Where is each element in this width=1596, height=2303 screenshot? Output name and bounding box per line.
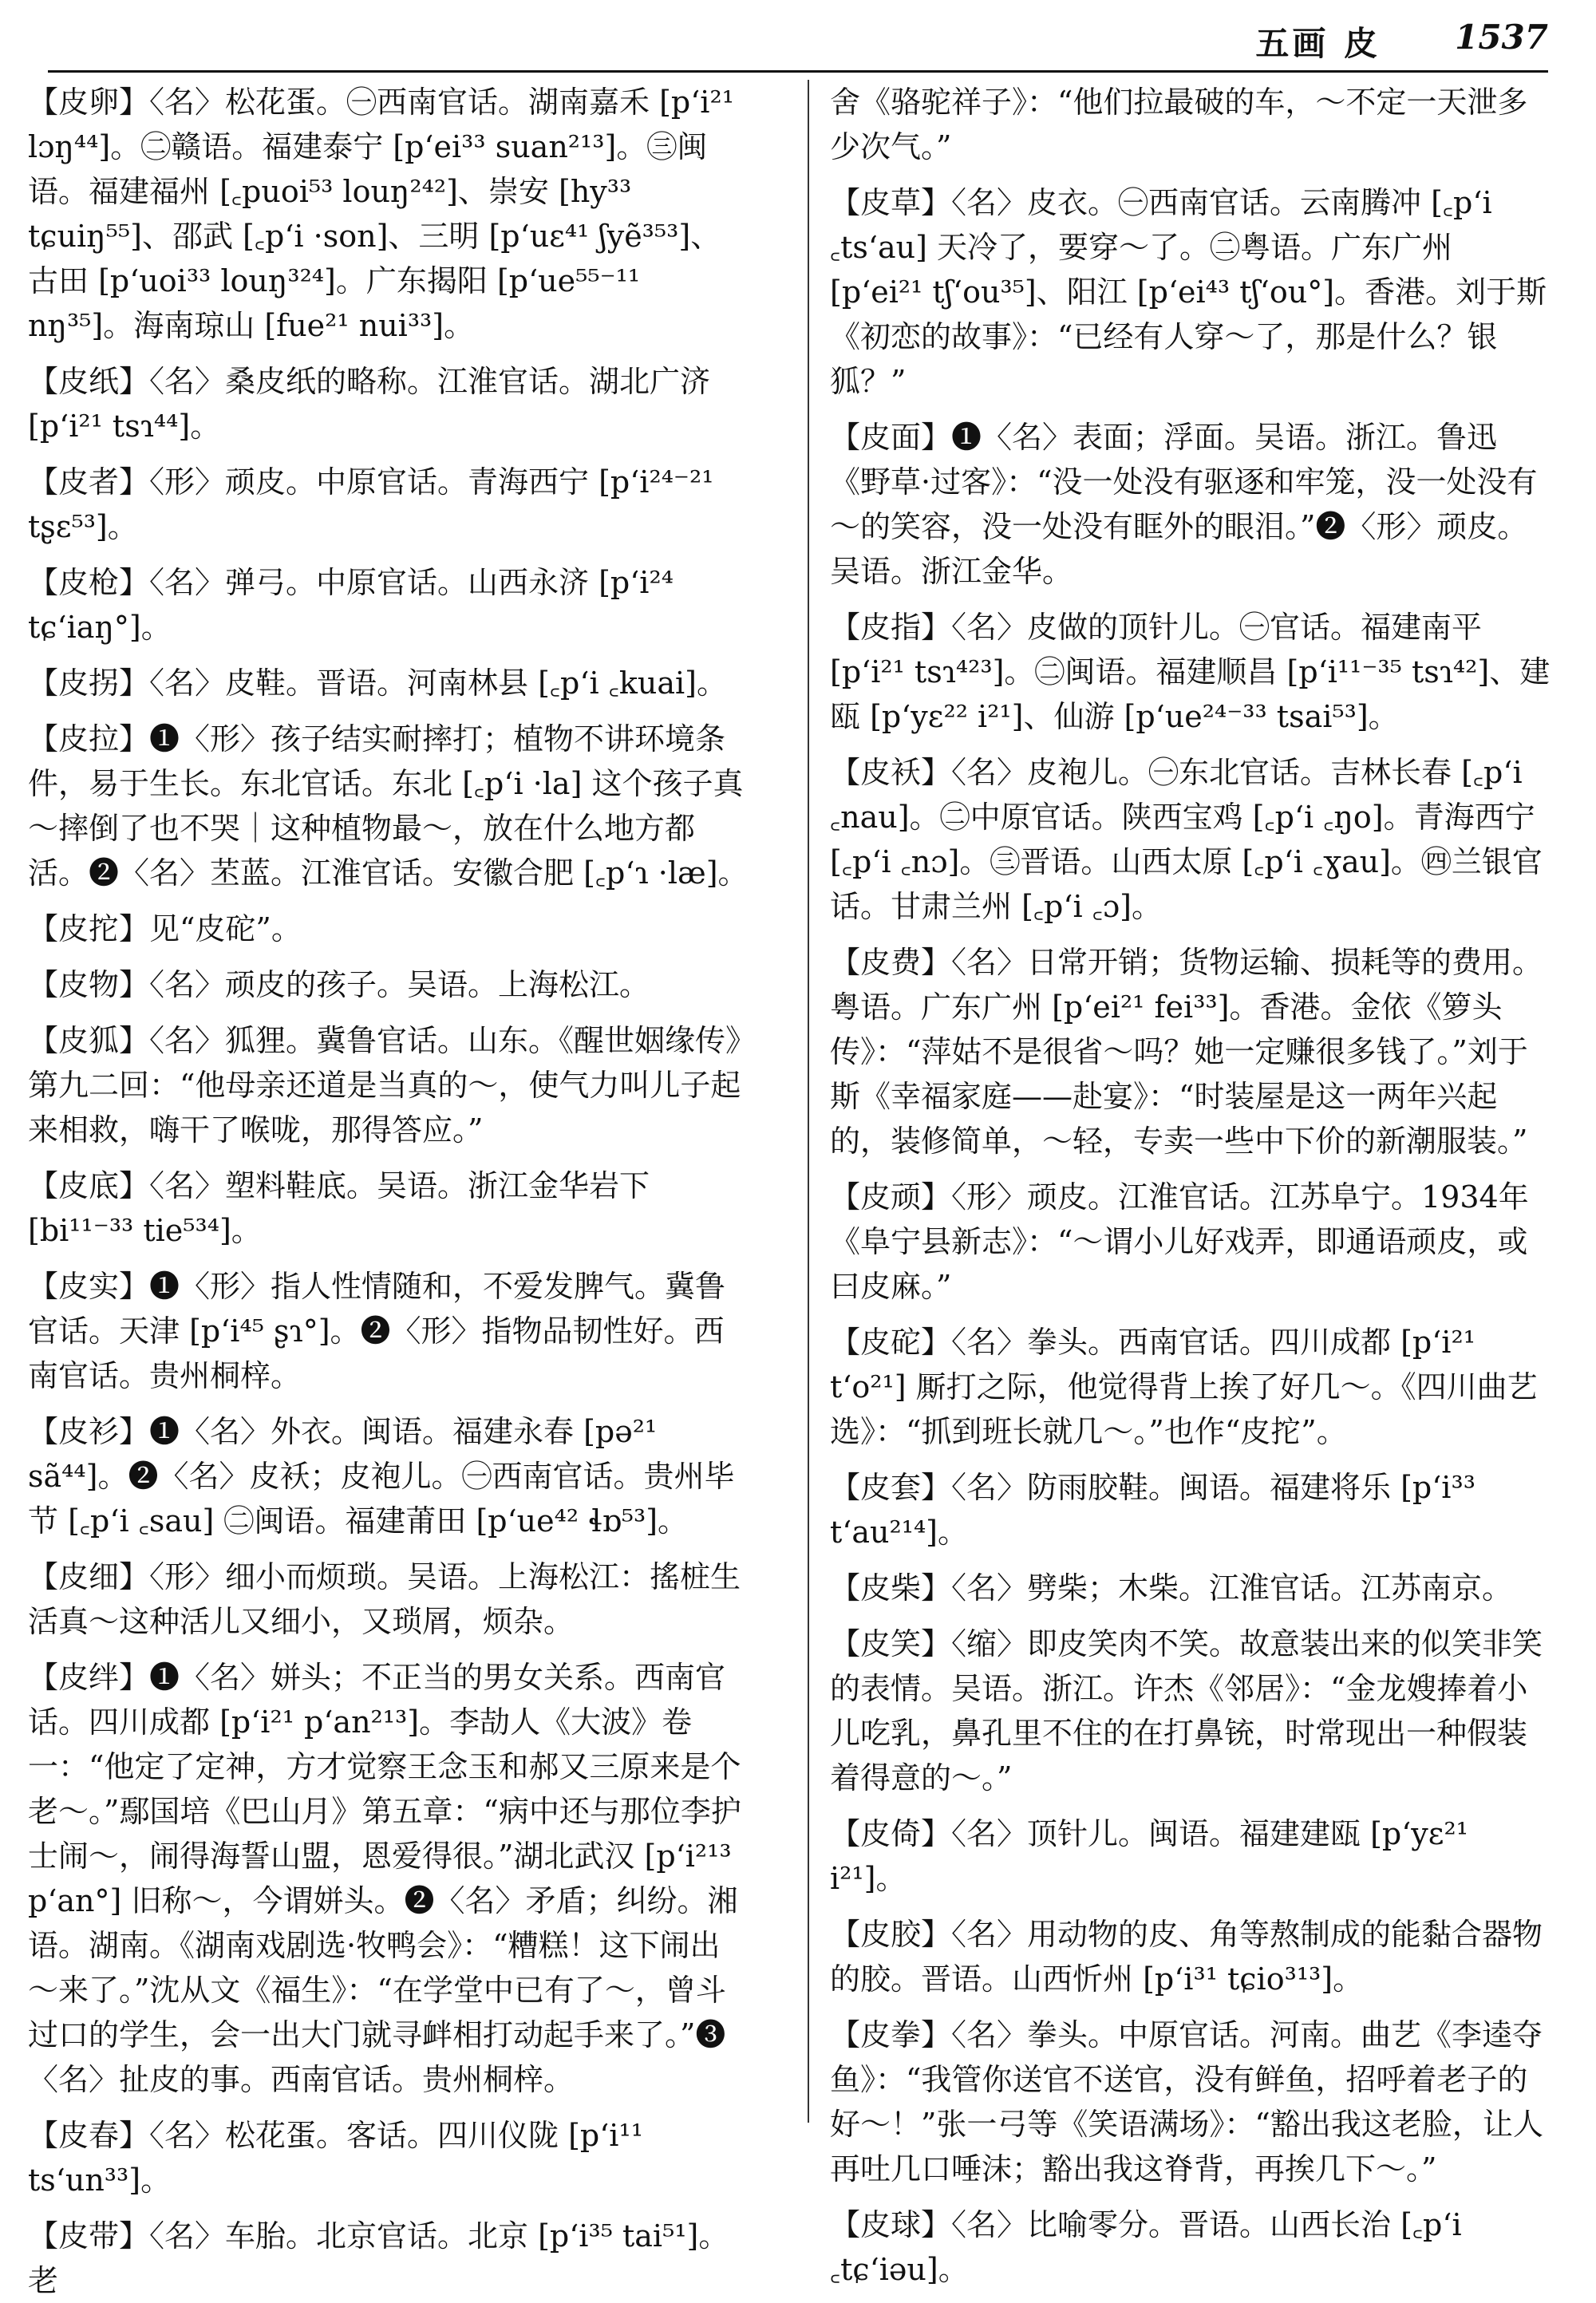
entry-pi-dai-cont: 舍《骆驼祥子》：“他们拉最破的车，～不定一天泄多少次气。” — [830, 85, 1528, 164]
entry-pi-di: 【皮底】〈名〉塑料鞋底。吴语。浙江金华岩下 [bi¹¹⁻³³ tie⁵³⁴]。 — [28, 1168, 650, 1248]
page-number: 1537 — [1455, 18, 1548, 57]
entry-pi-zhe: 【皮者】〈形〉顽皮。中原官话。青海西宁 [pʻi²⁴⁻²¹ tʂɛ⁵³]。 — [28, 464, 714, 544]
entry-pi-cao: 【皮草】〈名〉皮衣。㊀西南官话。云南腾冲 [꜀pʻi ꜀tsʻau] 天冷了，要穿～了。㊁粤语。广东广州 [pʻei²¹ tʃʻou³⁵]、阳江 [pʻei⁴³ tʃʻou°]。香港。刘于斯《初恋的故事》：“已经有人穿～了，那是什么？银狐？” — [830, 185, 1547, 399]
entry-pi-ao: 【皮袄】〈名〉皮袍儿。㊀东北官话。吉林长春 [꜀pʻi ꜀nau]。㊁中原官话。陕西宝鸡 [꜀pʻi ꜀ŋo]。青海西宁 [꜀pʻi ꜀nɔ]。㊂晋语。山西太原 [꜀pʻi ꜀ɣau]。㊃兰银官话。甘肃兰州 [꜀pʻi ꜀ɔ]。 — [830, 755, 1543, 924]
entry-pi-qiu: 【皮球】〈名〉比喻零分。晋语。山西长治 [꜀pʻi ꜀tɕʻiəu]。 — [830, 2207, 1462, 2287]
entry-pi-wan: 【皮顽】〈形〉顽皮。江淮官话。江苏阜宁。1934年《阜宁县新志》：“～谓小儿好戏弄，即通语顽皮，或曰皮麻。” — [830, 1179, 1529, 1304]
entry-pi-chai: 【皮柴】〈名〉劈柴；木柴。江淮官话。江苏南京。 — [830, 1570, 1513, 1606]
column-divider — [808, 80, 809, 2123]
entry-pi-fei: 【皮费】〈名〉日常开销；货物运输、损耗等的费用。粤语。广东广州 [pʻei²¹ fei³³]。香港。金依《箩头传》：“萍姑不是很省～吗？她一定赚很多钱了。”刘于斯《幸福家庭——赴宴》：“时装屋是这一两年兴起的，装修简单，～轻，专卖一些中下价的新潮服装。” — [830, 945, 1543, 1159]
entry-pi-zhi: 【皮纸】〈名〉桑皮纸的略称。江淮官话。湖北广济 [pʻi²¹ tsɿ⁴⁴]。 — [28, 364, 711, 444]
section-title: 五画 皮 — [1255, 24, 1381, 63]
entry-pi-wu: 【皮物】〈名〉顽皮的孩子。吴语。上海松江。 — [28, 967, 650, 1002]
entry-pi-qiang: 【皮枪】〈名〉弹弓。中原官话。山西永济 [pʻi²⁴ tɕʻiaŋ°]。 — [28, 565, 674, 645]
entry-pi-la: 【皮拉】❶〈形〉孩子结实耐摔打；植物不讲环境条件，易于生长。东北官话。东北 [꜀pʻi ·la] 这个孩子真～摔倒了也不哭｜这种植物最～，放在什么地方都活。❷〈名〉苤蓝。江淮官话。安徽合肥 [꜀pʻɿ ·læ]。 — [28, 721, 749, 891]
right-column — [830, 80, 1552, 2287]
entry-pi-mian: 【皮面】❶〈名〉表面；浮面。吴语。浙江。鲁迅《野草·过客》：“没一处没有驱逐和牢笼，没一处没有～的笑容，没一处没有眶外的眼泪。”❷〈形〉顽皮。吴语。浙江金华。 — [830, 420, 1538, 589]
entry-pi-dai: 【皮带】〈名〉车胎。北京官话。北京 [pʻi³⁵ tai⁵¹]。老 — [28, 2218, 729, 2298]
left-column — [28, 80, 750, 2298]
entry-pi-hu: 【皮狐】〈名〉狐狸。冀鲁官话。山东。《醒世姻缘传》第九二回：“他母亲还道是当真的～，使气力叫儿子起来相救，嗨干了喉咙，那得答应。” — [28, 1023, 741, 1148]
entry-pi-xi: 【皮细】〈形〉细小而烦琐。吴语。上海松江：搖桩生活真～这种活儿又细小，又琐屑，烦杂。 — [28, 1559, 741, 1639]
entry-pi-guai: 【皮拐】〈名〉皮鞋。晋语。河南林县 [꜀pʻi ꜀kuai]。 — [28, 666, 727, 701]
entry-pi-xiao: 【皮笑】〈缩〉即皮笑肉不笑。故意装出来的似笑非笑的表情。吴语。浙江。许杰《邻居》：“金龙嫂捧着小儿吃乳，鼻孔里不住的在打鼻铳，时常现出一种假装着得意的～。” — [830, 1626, 1543, 1795]
entry-pi-zhi-thimble: 【皮指】〈名〉皮做的顶针儿。㊀官话。福建南平 [pʻi²¹ tsɿ⁴²³]。㊁闽语。福建顺昌 [pʻi¹¹⁻³⁵ tsɿ⁴²]、建瓯 [pʻyɛ²² i²¹]、仙游 [pʻue²⁴⁻³³ tsai⁵³]。 — [830, 610, 1551, 734]
entry-pi-ban: 【皮绊】❶〈名〉姘头；不正当的男女关系。西南官话。四川成都 [pʻi²¹ pʻan²¹³]。李劼人《大波》卷一：“他定了定神，方才觉察王念玉和郝又三原来是个老～。”鄢国培《巴山月》第五章：“病中还与那位李护士闹～，闹得海誓山盟，恩爱得很。”湖北武汉 [pʻi²¹³ pʻan°] 旧称～，今谓姘头。❷〈名〉矛盾；纠纷。湘语。湖南。《湖南戏剧选·牧鸭会》：“糟糕！这下闹出～来了。”沈从文《福生》：“在学堂中已有了～，曾斗过口的学生，会一出大门就寻衅相打动起手来了。”❸〈名〉扯皮的事。西南官话。贵州桐梓。 — [28, 1660, 741, 2097]
entry-pi-tao: 【皮套】〈名〉防雨胶鞋。闽语。福建将乐 [pʻi³³ tʻau²¹⁴]。 — [830, 1470, 1476, 1550]
entry-pi-chun: 【皮春】〈名〉松花蛋。客话。四川仪陇 [pʻi¹¹ tsʻun³³]。 — [28, 2118, 643, 2198]
entry-pi-quan: 【皮拳】〈名〉拳头。中原官话。河南。曲艺《李逵夺鱼》：“我管你送官不送官，没有鲜鱼，招呼着老子的好～！”张一弓等《笑语满场》：“豁出我这老脸，让人再吐几口唾沫；豁出我这脊背，再挨几下～。” — [830, 2017, 1543, 2186]
entry-pi-shi: 【皮实】❶〈形〉指人性情随和，不爱发脾气。冀鲁官话。天津 [pʻi⁴⁵ ʂɿ°]。❷〈形〉指物品韧性好。西南官话。贵州桐梓。 — [28, 1269, 726, 1393]
entry-pi-tuo-b: 【皮砣】〈名〉拳头。西南官话。四川成都 [pʻi²¹ tʻo²¹] 厮打之际，他觉得背上挨了好几～。《四川曲艺选》：“抓到班长就几～。”也作“皮拕”。 — [830, 1325, 1538, 1449]
entry-pi-jiao: 【皮胶】〈名〉用动物的皮、角等熬制成的能黏合器物的胶。晋语。山西忻州 [pʻi³¹ tɕio³¹³]。 — [830, 1917, 1543, 1997]
entry-pi-yi: 【皮倚】〈名〉顶针儿。闽语。福建建瓯 [pʻyɛ²¹ i²¹]。 — [830, 1816, 1468, 1896]
entry-pi-shan: 【皮衫】❶〈名〉外衣。闽语。福建永春 [pə²¹ sã⁴⁴]。❷〈名〉皮袄；皮袍儿。㊀西南官话。贵州毕节 [꜀pʻi ꜀sau] ㊁闽语。福建莆田 [pʻue⁴² ɬɒ⁵³]。 — [28, 1414, 735, 1539]
page-header — [48, 14, 1548, 73]
entry-pi-luan: 【皮卵】〈名〉松花蛋。㊀西南官话。湖南嘉禾 [pʻi²¹ lɔŋ⁴⁴]。㊁赣语。福建泰宁 [pʻei³³ suan²¹³]。㊂闽语。福建福州 [꜀puoi⁵³ louŋ²⁴²]、崇安 [hy³³ tɕuiŋ⁵⁵]、邵武 [꜀pʻi ·son]、三明 [pʻuɛ⁴¹ ʃyẽ³⁵³]、古田 [pʻuoi³³ louŋ³²⁴]。广东揭阳 [pʻue⁵⁵⁻¹¹ nŋ³⁵]。海南琼山 [fue²¹ nui³³]。 — [28, 85, 734, 343]
entry-pi-tuo-a: 【皮拕】见“皮砣”。 — [28, 911, 302, 946]
